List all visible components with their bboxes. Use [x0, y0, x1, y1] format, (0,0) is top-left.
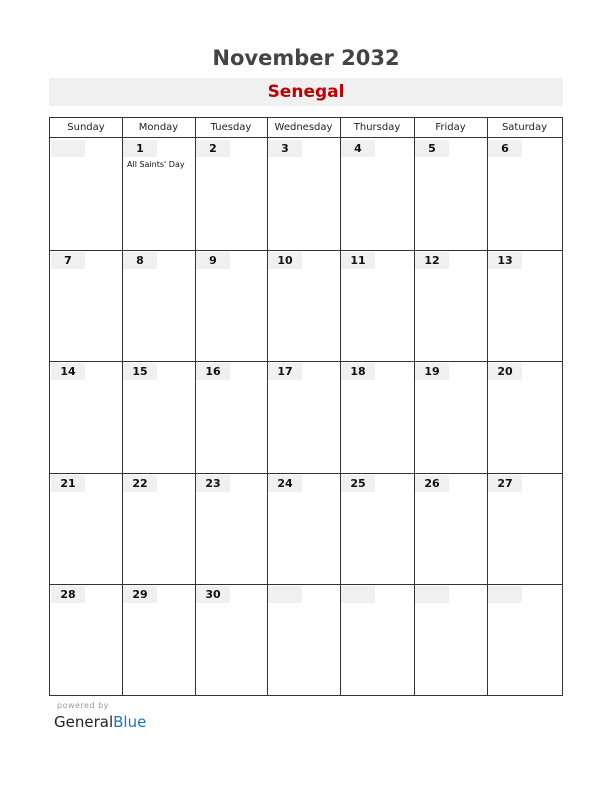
day-cell[interactable] — [195, 584, 267, 695]
day-number: 16 — [196, 363, 230, 380]
day-cell[interactable] — [122, 584, 195, 695]
day-cell[interactable] — [195, 473, 267, 584]
day-number: 11 — [341, 252, 375, 269]
day-cell[interactable] — [267, 138, 340, 250]
day-number: 30 — [196, 586, 230, 603]
day-cell[interactable] — [414, 250, 487, 361]
day-cell[interactable] — [267, 584, 340, 695]
day-number — [341, 586, 375, 603]
brand-general: General — [54, 713, 114, 731]
day-cell[interactable] — [195, 250, 267, 361]
day-cell[interactable] — [340, 473, 414, 584]
day-cell[interactable] — [340, 250, 414, 361]
day-cell[interactable] — [414, 473, 487, 584]
day-number: 15 — [123, 363, 157, 380]
day-cell[interactable] — [50, 361, 122, 473]
day-number: 26 — [415, 475, 449, 492]
day-number: 8 — [123, 252, 157, 269]
weekday-friday: Friday — [435, 122, 466, 133]
day-number: 19 — [415, 363, 449, 380]
day-cell[interactable] — [122, 138, 195, 250]
day-cell[interactable] — [340, 138, 414, 250]
day-cell[interactable] — [267, 361, 340, 473]
day-cell[interactable] — [414, 361, 487, 473]
calendar-title: November 2032 — [212, 46, 400, 70]
day-number: 29 — [123, 586, 157, 603]
day-number: 10 — [268, 252, 302, 269]
day-number: 13 — [488, 252, 522, 269]
day-cell[interactable] — [487, 250, 562, 361]
day-number — [268, 586, 302, 603]
day-cell[interactable] — [414, 584, 487, 695]
day-number — [415, 586, 449, 603]
weekday-tuesday: Tuesday — [210, 122, 252, 133]
day-number: 18 — [341, 363, 375, 380]
day-cell[interactable] — [340, 361, 414, 473]
day-number: 24 — [268, 475, 302, 492]
day-cell[interactable] — [50, 138, 122, 250]
calendar-grid — [49, 117, 563, 696]
country-banner: Senegal — [49, 78, 563, 106]
day-number: 9 — [196, 252, 230, 269]
day-number: 25 — [341, 475, 375, 492]
day-cell[interactable] — [340, 584, 414, 695]
day-cell[interactable] — [122, 361, 195, 473]
day-number: 3 — [268, 140, 302, 157]
weekday-wednesday: Wednesday — [274, 122, 333, 133]
day-cell[interactable] — [487, 473, 562, 584]
day-number: 1 — [123, 140, 157, 157]
weekday-thursday: Thursday — [353, 122, 401, 133]
day-cell[interactable] — [122, 473, 195, 584]
day-number — [488, 586, 522, 603]
day-number: 28 — [51, 586, 85, 603]
day-cell[interactable] — [487, 584, 562, 695]
day-number: 5 — [415, 140, 449, 157]
weekday-monday: Monday — [138, 122, 179, 133]
powered-by-label: powered by — [57, 701, 109, 710]
day-cell[interactable] — [267, 473, 340, 584]
day-cell[interactable] — [487, 361, 562, 473]
day-number: 20 — [488, 363, 522, 380]
weekday-sunday: Sunday — [67, 122, 105, 133]
day-number: 17 — [268, 363, 302, 380]
day-cell[interactable] — [122, 250, 195, 361]
day-cell[interactable] — [50, 250, 122, 361]
day-cell[interactable] — [487, 138, 562, 250]
day-number: 21 — [51, 475, 85, 492]
day-number: 4 — [341, 140, 375, 157]
day-cell[interactable] — [50, 584, 122, 695]
weekday-saturday: Saturday — [501, 122, 548, 133]
day-number: 23 — [196, 475, 230, 492]
day-number: 7 — [51, 252, 85, 269]
day-number: 27 — [488, 475, 522, 492]
day-number — [51, 140, 85, 157]
day-cell[interactable] — [267, 250, 340, 361]
day-cell[interactable] — [195, 138, 267, 250]
day-number: 14 — [51, 363, 85, 380]
day-cell[interactable] — [414, 138, 487, 250]
day-number: 2 — [196, 140, 230, 157]
generalblue-logo[interactable] — [54, 713, 146, 731]
day-cell[interactable] — [195, 361, 267, 473]
day-number: 22 — [123, 475, 157, 492]
brand-blue: Blue — [113, 713, 147, 731]
holiday-label: All Saints' Day — [127, 160, 185, 169]
day-cell[interactable] — [50, 473, 122, 584]
day-number: 6 — [488, 140, 522, 157]
day-number: 12 — [415, 252, 449, 269]
weekday-header-row — [50, 118, 562, 138]
